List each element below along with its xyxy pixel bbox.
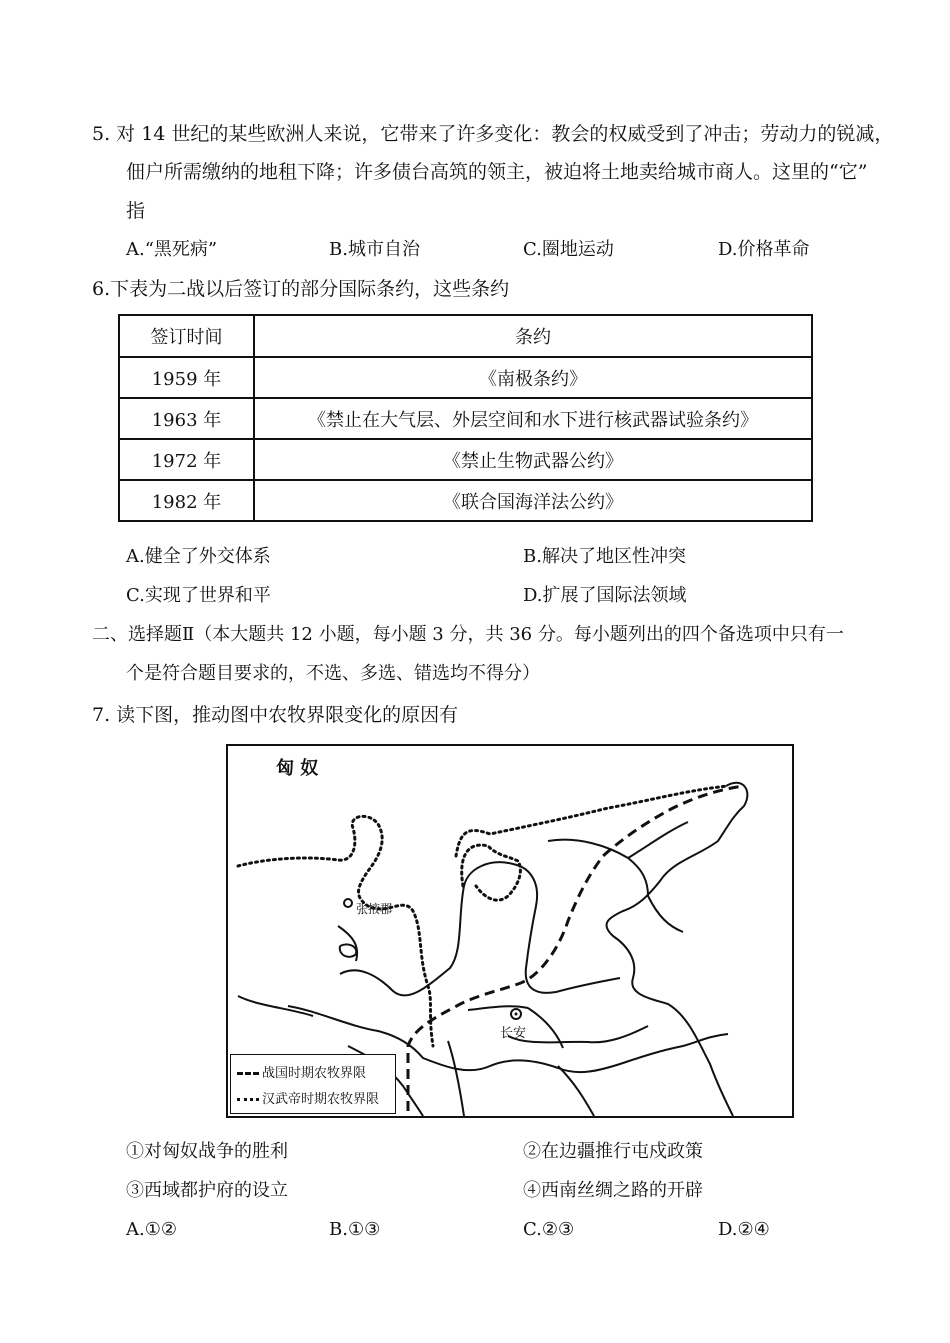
q7-statement-3: ③西域都护府的设立 xyxy=(126,1180,288,1201)
river-west xyxy=(238,996,313,1016)
row-treaty: 《南极条约》 xyxy=(254,357,812,398)
q5-stem-line2: 佃户所需缴纳的地租下降；许多债台高筑的领主，被迫将土地卖给城市商人。这里的“它” xyxy=(126,161,868,183)
coastline xyxy=(606,783,747,1116)
q6-stem: 6.下表为二战以后签订的部分国际条约，这些条约 xyxy=(92,278,510,300)
q7-option-a[interactable]: A.①② xyxy=(126,1219,177,1240)
q7-option-c[interactable]: C.②③ xyxy=(523,1219,575,1240)
row-date: 1972 年 xyxy=(119,439,254,480)
river-tributary xyxy=(448,1041,464,1116)
q7-stem: 7. 读下图，推动图中农牧界限变化的原因有 xyxy=(92,704,459,726)
table-row xyxy=(119,398,812,439)
yellow-river xyxy=(340,862,620,995)
q7-statement-1: ①对匈奴战争的胜利 xyxy=(126,1141,288,1162)
q6-option-c[interactable]: C.实现了世界和平 xyxy=(126,585,271,606)
q5-stem-line3: 指 xyxy=(126,200,146,222)
river-north xyxy=(548,840,648,896)
q6-option-a[interactable]: A.健全了外交体系 xyxy=(126,546,271,567)
q5-option-d[interactable]: D.价格革命 xyxy=(718,239,810,260)
q6-option-b[interactable]: B.解决了地区性冲突 xyxy=(523,546,686,567)
q5-option-b[interactable]: B.城市自治 xyxy=(329,239,420,260)
section2-heading-line1: 二、选择题Ⅱ（本大题共 12 小题，每小题 3 分，共 36 分。每小题列出的四个备选项中只有一 xyxy=(92,624,844,645)
treaty-table xyxy=(118,314,813,522)
map-legend xyxy=(230,1054,396,1114)
legend-label-warring: 战国时期农牧界限 xyxy=(262,1066,367,1081)
header-treaty: 条约 xyxy=(254,315,812,357)
zhangye-label: 张掖郡 xyxy=(356,902,393,916)
table-header-row xyxy=(119,315,812,357)
legend-item-handi xyxy=(237,1088,379,1107)
table-row xyxy=(119,357,812,398)
river-tributary xyxy=(508,1026,648,1042)
table-row xyxy=(119,439,812,480)
river-south xyxy=(558,1066,594,1116)
q6-option-d[interactable]: D.扩展了国际法领域 xyxy=(523,585,687,606)
row-date: 1982 年 xyxy=(119,480,254,521)
table-row xyxy=(119,480,812,521)
row-date: 1963 年 xyxy=(119,398,254,439)
frontier-map xyxy=(226,744,794,1118)
q5-option-c[interactable]: C.圈地运动 xyxy=(523,239,614,260)
q5-option-a[interactable]: A.“黑死病” xyxy=(126,239,218,260)
xiongnu-label: 匈 奴 xyxy=(276,758,319,779)
q5-stem-line1: 5. 对 14 世纪的某些欧洲人来说，它带来了许多变化：教会的权威受到了冲击；劳动力的锐减， xyxy=(92,123,894,145)
row-treaty: 《联合国海洋法公约》 xyxy=(254,480,812,521)
section2-heading-line2: 个是符合题目要求的，不选、多选、错选均不得分） xyxy=(126,663,540,684)
lake xyxy=(340,944,356,956)
river-north xyxy=(628,822,688,858)
dashed-line-icon xyxy=(237,1072,259,1075)
zhangye-marker xyxy=(344,899,352,907)
row-treaty: 《禁止在大气层、外层空间和水下进行核武器试验条约》 xyxy=(254,398,812,439)
row-treaty: 《禁止生物武器公约》 xyxy=(254,439,812,480)
row-date: 1959 年 xyxy=(119,357,254,398)
legend-item-warring xyxy=(237,1062,366,1081)
q7-option-b[interactable]: B.①③ xyxy=(329,1219,381,1240)
river-north xyxy=(648,896,683,932)
han-wudi-boundary xyxy=(238,786,728,1046)
q7-statement-4: ④西南丝绸之路的开辟 xyxy=(523,1180,703,1201)
dotted-line-icon xyxy=(237,1098,259,1101)
legend-label-handi: 汉武帝时期农牧界限 xyxy=(262,1092,380,1107)
header-date: 签订时间 xyxy=(119,315,254,357)
q7-option-d[interactable]: D.②④ xyxy=(718,1219,770,1240)
q7-statement-2: ②在边疆推行屯戍政策 xyxy=(523,1141,703,1162)
changan-label: 长安 xyxy=(500,1026,527,1041)
